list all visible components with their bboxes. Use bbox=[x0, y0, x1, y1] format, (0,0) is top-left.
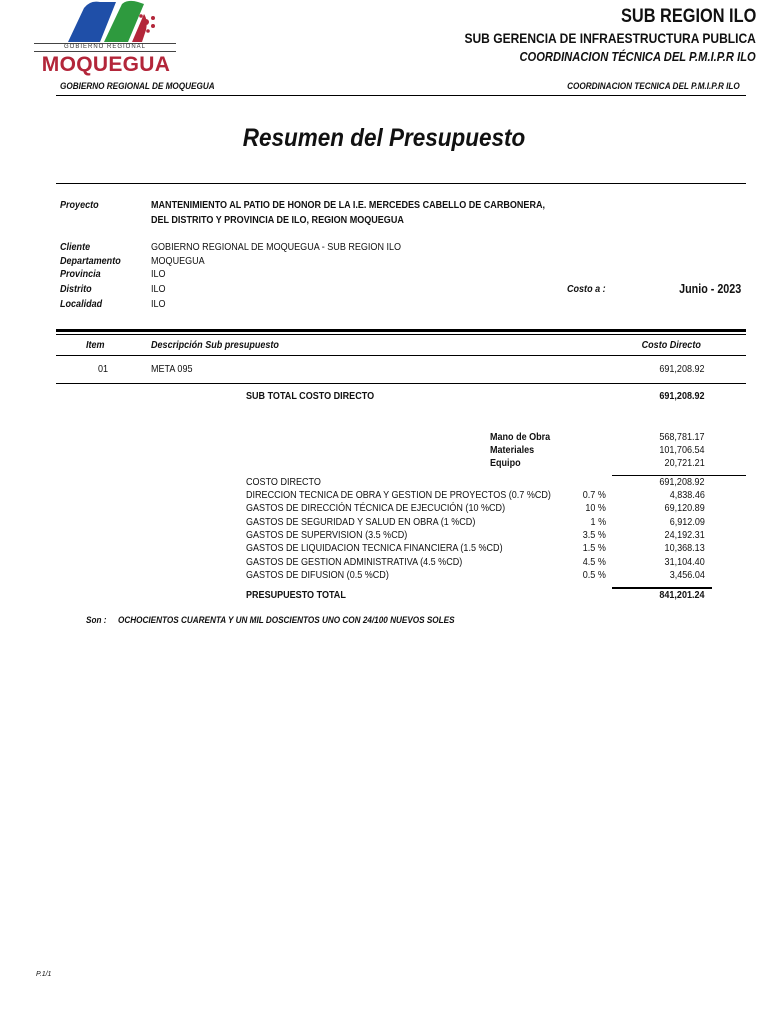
provincia-value: ILO bbox=[151, 268, 166, 280]
cost-line-value: 69,120.89 bbox=[664, 502, 705, 514]
header-right-sub: COORDINACION TECNICA DEL P.M.I.P.R ILO bbox=[567, 81, 740, 92]
cost-line-value: 4,838.46 bbox=[669, 489, 705, 501]
subtotal-label: SUB TOTAL COSTO DIRECTO bbox=[246, 390, 375, 402]
cost-line-label: GASTOS DE DIFUSION (0.5 %CD) bbox=[246, 569, 389, 581]
cost-line-label: GASTOS DE LIQUIDACION TECNICA FINANCIERA (1.5 %CD) bbox=[246, 542, 503, 554]
cost-line-value: 6,912.09 bbox=[669, 516, 705, 528]
cost-line-label: GASTOS DE SEGURIDAD Y SALUD EN OBRA (1 %CD) bbox=[246, 516, 476, 528]
document-title: Resumen del Presupuesto bbox=[242, 124, 526, 152]
row-description: META 095 bbox=[151, 363, 193, 375]
cost-line-value: 691,208.92 bbox=[659, 476, 705, 488]
cliente-label: Cliente bbox=[60, 241, 91, 253]
cost-line-value: 24,192.31 bbox=[664, 529, 705, 541]
cost-line-pct: 10 % bbox=[585, 502, 606, 514]
total-value: 841,201.24 bbox=[659, 589, 705, 601]
header-title-2: SUB GERENCIA DE INFRAESTRUCTURA PUBLICA bbox=[464, 30, 756, 46]
logo-title: MOQUEGUA bbox=[41, 53, 171, 76]
localidad-label: Localidad bbox=[60, 298, 103, 310]
proyecto-label: Proyecto bbox=[60, 199, 99, 211]
cliente-value: GOBIERNO REGIONAL DE MOQUEGUA - SUB REGION ILO bbox=[151, 241, 402, 253]
header-title-1: SUB REGION ILO bbox=[620, 6, 756, 27]
equipo-value: 20,721.21 bbox=[664, 457, 705, 469]
cost-line-pct: 1.5 % bbox=[582, 542, 606, 554]
distrito-value: ILO bbox=[151, 283, 166, 295]
distrito-label: Distrito bbox=[60, 283, 92, 295]
table-header-rule bbox=[56, 355, 746, 356]
title-rule bbox=[56, 183, 746, 184]
cost-line-pct: 4.5 % bbox=[582, 556, 606, 568]
page-number: P.1/1 bbox=[36, 971, 52, 978]
cost-line-value: 31,104.40 bbox=[664, 556, 705, 568]
mano-obra-label: Mano de Obra bbox=[490, 431, 551, 443]
header-rule bbox=[56, 95, 746, 96]
cost-line-pct: 0.5 % bbox=[582, 569, 606, 581]
cost-line-pct: 3.5 % bbox=[582, 529, 606, 541]
col-item-header: Item bbox=[86, 339, 105, 351]
cost-line-value: 10,368.13 bbox=[664, 542, 705, 554]
provincia-label: Provincia bbox=[60, 268, 101, 280]
logo-divider bbox=[34, 51, 176, 52]
logo-subtitle: GOBIERNO REGIONAL bbox=[63, 44, 146, 50]
col-desc-header: Descripción Sub presupuesto bbox=[151, 339, 279, 351]
cost-line-label: COSTO DIRECTO bbox=[246, 476, 321, 488]
cost-line-label: GASTOS DE GESTION ADMINISTRATIVA (4.5 %CD) bbox=[246, 556, 463, 568]
son-amount-text: OCHOCIENTOS CUARENTA Y UN MIL DOSCIENTOS UNO CON 24/100 NUEVOS SOLES bbox=[118, 615, 455, 626]
equipo-label: Equipo bbox=[490, 457, 521, 469]
row-item: 01 bbox=[98, 363, 109, 375]
row-cost: 691,208.92 bbox=[659, 363, 705, 375]
cost-line-label: DIRECCION TECNICA DE OBRA Y GESTION DE PROYECTOS (0.7 %CD) bbox=[246, 489, 551, 501]
localidad-value: ILO bbox=[151, 298, 166, 310]
subtotal-value: 691,208.92 bbox=[659, 390, 705, 402]
table-top-rule bbox=[56, 329, 746, 332]
materiales-label: Materiales bbox=[490, 444, 535, 456]
costo-a-value: Junio - 2023 bbox=[678, 282, 741, 296]
mano-obra-value: 568,781.17 bbox=[659, 431, 705, 443]
departamento-label: Departamento bbox=[60, 255, 121, 267]
materiales-value: 101,706.54 bbox=[659, 444, 705, 456]
cost-line-label: GASTOS DE SUPERVISION (3.5 %CD) bbox=[246, 529, 408, 541]
table-top-rule-thin bbox=[56, 334, 746, 335]
total-label: PRESUPUESTO TOTAL bbox=[246, 589, 346, 601]
costo-a-label: Costo a : bbox=[567, 283, 606, 295]
cost-line-label: GASTOS DE DIRECCIÓN TÉCNICA DE EJECUCIÓN (10 %CD) bbox=[246, 502, 506, 514]
header-title-3: COORDINACION TÉCNICA DEL P.M.I.P.R ILO bbox=[519, 49, 756, 64]
proyecto-value-line2: DEL DISTRITO Y PROVINCIA DE ILO, REGION MOQUEGUA bbox=[151, 214, 404, 226]
son-label: Son : bbox=[86, 615, 107, 626]
cost-line-value: 3,456.04 bbox=[669, 569, 705, 581]
departamento-value: MOQUEGUA bbox=[151, 255, 205, 267]
table-row-rule bbox=[56, 383, 746, 384]
cost-line-pct: 1 % bbox=[590, 516, 606, 528]
cost-line-pct: 0.7 % bbox=[582, 489, 606, 501]
col-cost-header: Costo Directo bbox=[641, 339, 701, 351]
proyecto-value-line1: MANTENIMIENTO AL PATIO DE HONOR DE LA I.E. MERCEDES CABELLO DE CARBONERA, bbox=[151, 199, 546, 211]
header-left-sub: GOBIERNO REGIONAL DE MOQUEGUA bbox=[60, 81, 215, 92]
